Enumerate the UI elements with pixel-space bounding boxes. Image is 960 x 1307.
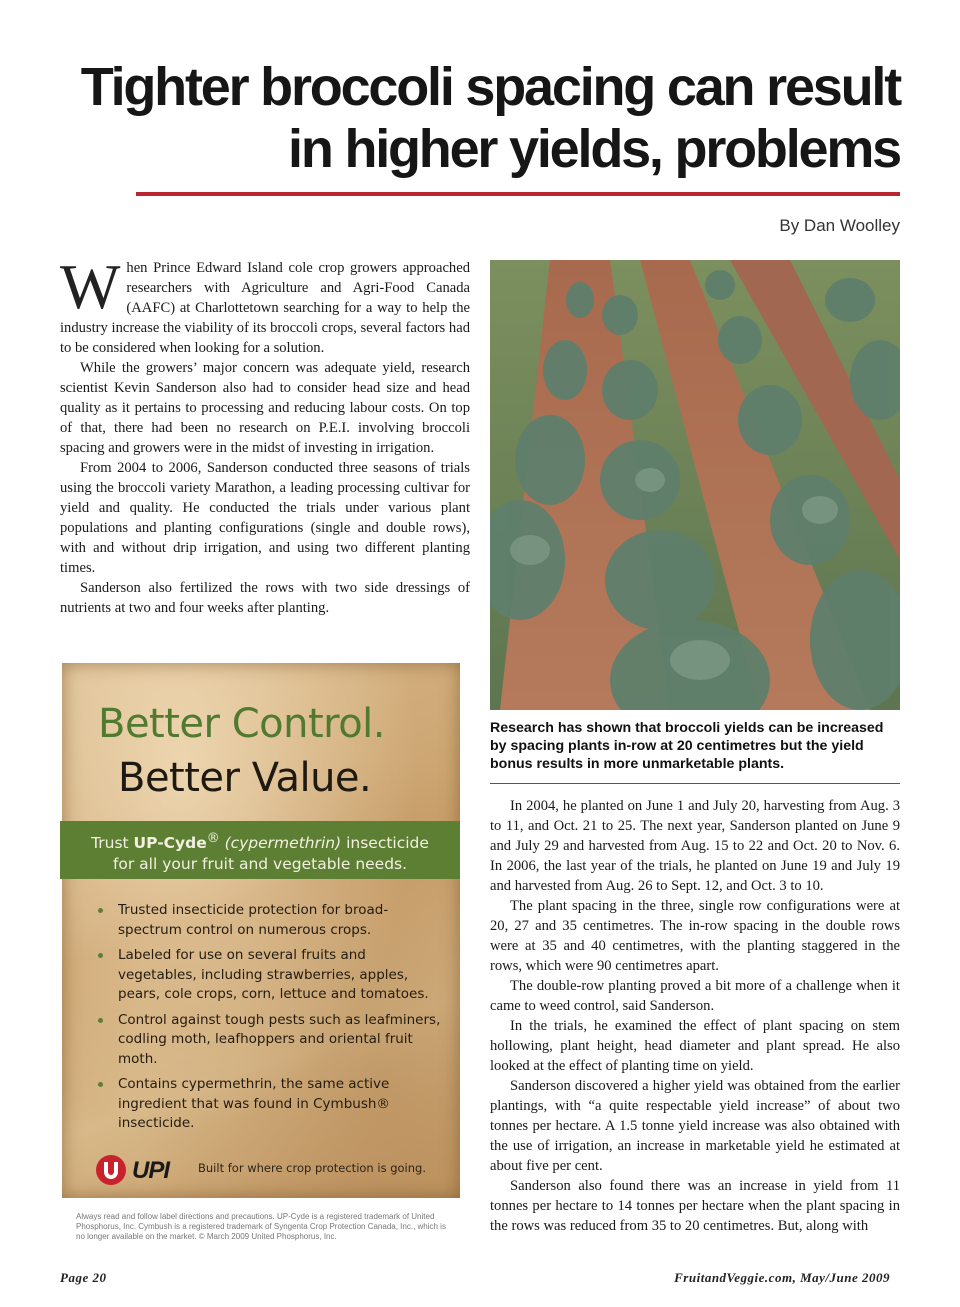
- broccoli-field-photo: [490, 260, 900, 710]
- list-item: Contains cypermethrin, the same active ingredient that was found in Cymbush® insecticide.: [86, 1075, 446, 1134]
- title-divider: [136, 192, 900, 196]
- bullet-icon: [98, 1018, 103, 1023]
- list-item: Labeled for use on several fruits and vegetables, including strawberries, apples, pears, cole crops, corn, lettuce and tomatoes.: [86, 946, 446, 1005]
- publication-footer: FruitandVeggie.com, May/June 2009: [674, 1270, 890, 1285]
- upi-logo-text: UPI: [132, 1157, 170, 1184]
- upcyde-advertisement[interactable]: [62, 663, 460, 1198]
- paragraph-3: From 2004 to 2006, Sanderson conducted three seasons of trials using the broccoli variety Marathon, a leading processing cultivar for yield and quality. He conducted the trials under various plant populations and planting configurations (single and double rows), with and without drip irrigation, and using two different planting times.: [60, 460, 470, 576]
- bullet-icon: [98, 1082, 103, 1087]
- ad-tagline: Built for where crop protection is going.: [198, 1161, 426, 1175]
- paragraph-1: When Prince Edward Island cole crop growers approached researchers with Agriculture and Agri-Food Canada (AAFC) at Charlottetown searching for a way to help the industry increase the viability of its broccoli crops, several factors had to be considered when looking for a solution.: [60, 251, 470, 356]
- caption-divider: [490, 783, 900, 784]
- ad-headline-2: Better Value.: [118, 755, 372, 801]
- list-item: Trusted insecticide protection for broad-spectrum control on numerous crops.: [86, 901, 446, 940]
- photo-caption: Research has shown that broccoli yields can be increased by spacing plants in-row at 20 centimetres but the yield bonus results in more unmarketable plants.: [490, 720, 884, 772]
- paragraph-7: The double-row planting proved a bit more of a challenge when it came to weed control, said Sanderson.: [490, 978, 900, 1014]
- bullet-icon: [98, 953, 103, 958]
- ad-bullet-list: [86, 901, 446, 1140]
- title-line-2: in higher yields, problems: [288, 119, 900, 179]
- bullet-icon: [98, 908, 103, 913]
- right-column: [490, 796, 900, 1236]
- paragraph-2: While the growers’ major concern was adequate yield, research scientist Kevin Sanderson also had to consider head size and head quality as it pertains to processing and reducing labour costs. On top of that, there had been no research on P.E.I. involving broccoli spacing and growers were in the midst of investing in irrigation.: [60, 360, 470, 456]
- paragraph-8: In the trials, he examined the effect of plant spacing on stem hollowing, plant height, head diameter and plant spread. He also looked at the effect of planting time on yield.: [490, 1018, 900, 1074]
- byline: By Dan Woolley: [779, 216, 900, 235]
- page-number: Page 20: [60, 1270, 107, 1285]
- ad-fine-print: Always read and follow label directions and precautions. UP-Cyde is a registered trademark of United Phosphorus, Inc. Cymbush is a registered trademark of Syngenta Crop Protection Canada, Inc., which is no longer available on the market. © March 2009 United Phosphorus, Inc.: [76, 1212, 446, 1241]
- ad-green-band: Trust UP-Cyde® (cypermethrin) insecticide for all your fruit and vegetable needs.: [60, 821, 460, 879]
- paragraph-5: In 2004, he planted on June 1 and July 20, harvesting from Aug. 3 to 11, and Oct. 21 to 25. The next year, Sanderson planted on June 9 and July 29 and harvested from Aug. 15 to 22 and Oct. 20 to Nov. 6. In 2006, the last year of the trials, he planted on June 19 and July 19 and harvested from Aug. 26 to Sept. 12, and Oct. 3 to 10.: [490, 798, 900, 894]
- paragraph-6: The plant spacing in the three, single row configurations were at 20, 27 and 35 centimetres. The in-row spacing in the double rows were at 35 and 40 centimetres, with the planting staggered in the rows, which were 90 centimetres apart.: [490, 898, 900, 974]
- broccoli-field-image: [490, 260, 900, 710]
- paragraph-9: Sanderson discovered a higher yield was obtained from the earlier plantings, with “a quite respectable yield increase” of about two tonnes per hectare. A 1.5 tonne yield increase was also obtained with the use of irrigation, an increase in marketable yield he estimated at about five per cent.: [490, 1078, 900, 1174]
- title-line-1: Tighter broccoli spacing can result: [80, 57, 900, 117]
- article-title: [60, 56, 900, 180]
- brand-name: UP-Cyde: [133, 834, 207, 853]
- list-item: Control against tough pests such as leafminers, codling moth, leafhoppers and oriental fruit moth.: [86, 1011, 446, 1070]
- ad-headline-1: Better Control.: [98, 701, 385, 747]
- drop-cap: W: [60, 251, 121, 322]
- paragraph-4: Sanderson also fertilized the rows with two side dressings of nutrients at two and four weeks after planting.: [60, 580, 470, 616]
- paragraph-10: Sanderson also found there was an increase in yield from 11 tonnes per hectare to 14 tonnes per hectare when the plant spacing in the rows was reduced from 35 to 20 centimetres. But, along with: [490, 1178, 900, 1234]
- left-column: [60, 251, 470, 618]
